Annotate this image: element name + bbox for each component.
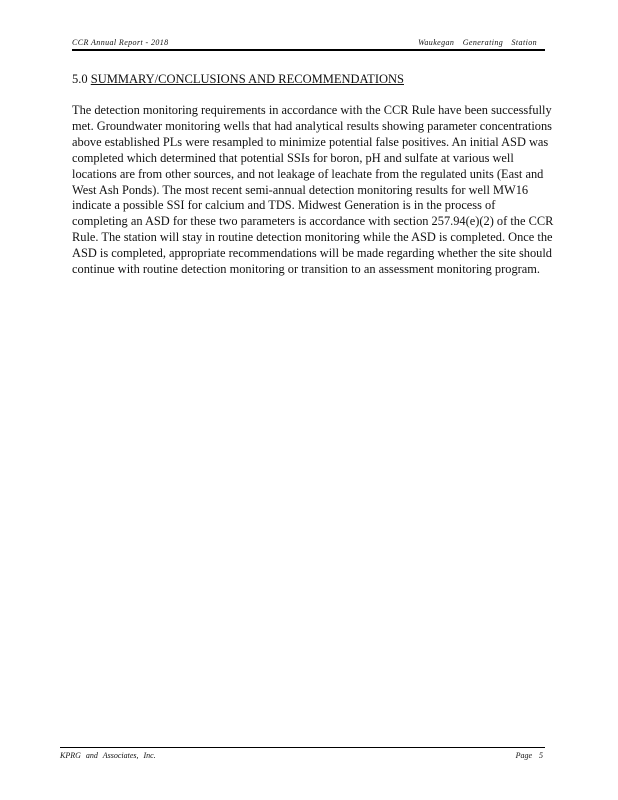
page-footer xyxy=(60,751,545,763)
section-number: 5.0 xyxy=(72,72,88,86)
header-divider xyxy=(72,49,545,51)
header-report-title: CCR Annual Report - 2018 xyxy=(72,38,169,47)
section-title: SUMMARY/CONCLUSIONS AND RECOMMENDATIONS xyxy=(90,72,404,86)
footer-divider xyxy=(60,747,545,748)
footer-company: KPRG and Associates, Inc. xyxy=(60,751,156,760)
footer-page-number: Page 5 xyxy=(515,751,543,760)
header-station-name: Waukegan Generating Station xyxy=(418,38,537,47)
summary-paragraph: The detection monitoring requirements in accordance with the CCR Rule have been successfully met. Groundwater monitoring wells that had analytical results showing parameter concentrations above established PLs were resampled to minimize potential false positives. An initial ASD was completed which determined that potential SSIs for boron, pH and sulfate at various well locations are from other sources, and not leakage of leachate from the regulated units (East and West Ash Ponds). The most recent semi-annual detection monitoring results for well MW16 indicate a possible SSI for calcium and TDS. Midwest Generation is in the process of completing an ASD for these two parameters is accordance with section 257.94(e)(2) of the CCR Rule. The station will stay in routine detection monitoring while the ASD is completed. Once the ASD is completed, appropriate recommendations will be made regarding whether the site should continue with routine detection monitoring or transition to an assessment monitoring program. xyxy=(72,103,554,277)
section-heading xyxy=(72,72,404,87)
